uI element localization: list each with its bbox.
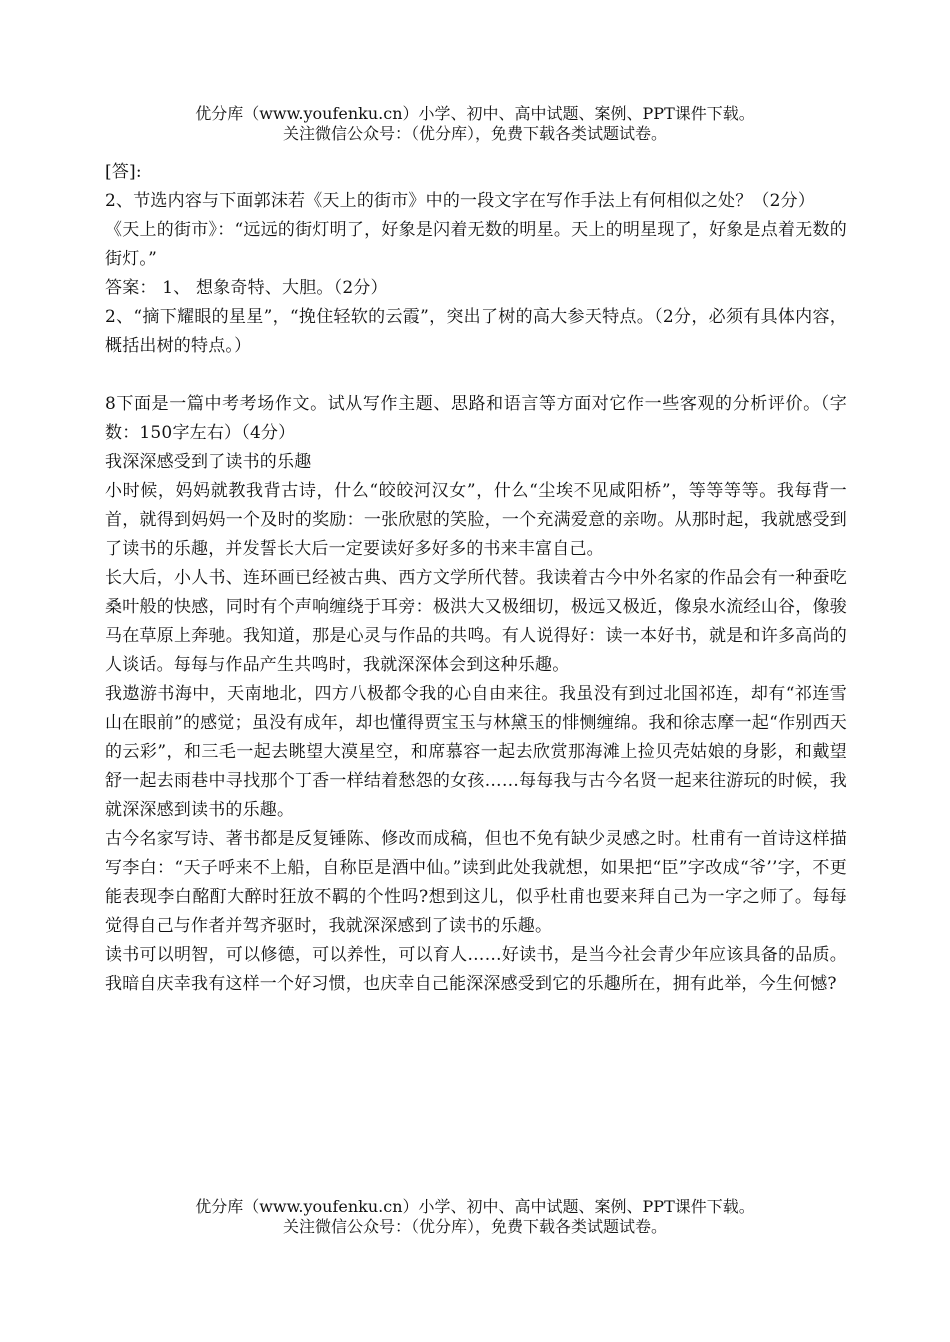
essay-paragraph-3: 我遨游书海中，天南地北，四方八极都令我的心自由来往。我虽没有到过北国祁连，却有“祁连雪山在眼前”的感觉；虽没有成年，却也懂得贾宝玉与林黛玉的悱恻缠绵。我和徐志摩一起“作别西天的云彩”，和三毛一起去眺望大漠星空，和席慕容一起去欣赏那海滩上捡贝壳姑娘的身影，和戴望舒一起去雨巷中寻找那个丁香一样结着愁怨的女孩……每每我与古今名贤一起来往游玩的时候，我就深深感到读书的乐趣。	[105, 684, 847, 820]
essay-paragraph-1: 小时候，妈妈就教我背古诗，什么“皎皎河汉女”，什么“尘埃不见咸阳桥”，等等等等。我每背一首，就得到妈妈一个及时的奖励：一张欣慰的笑脸，一个充满爱意的亲吻。从那时起，我就感受到了读书的乐趣，并发誓长大后一定要读好多好多的书来丰富自己。	[105, 481, 847, 559]
essay-paragraph-2: 长大后，小人书、连环画已经被古典、西方文学所代替。我读着古今中外名家的作品会有一种蚕吃桑叶般的快感，同时有个声响缠绕于耳旁：极洪大又极细切，极远又极近，像泉水流经山谷，像骏马在草原上奔驰。我知道，那是心灵与作品的共鸣。有人说得好：读一本好书，就是和许多高尚的人谈话。每每与作品产生共鸣时，我就深深体会到这种乐趣。	[105, 568, 847, 675]
page-header	[0, 104, 950, 144]
answer-2: 2、“摘下耀眼的星星”，“挽住轻软的云霞”，突出了树的高大参天特点。（2分，必须有具体内容，概括出树的特点。）	[105, 307, 847, 356]
header-line-2: 关注微信公众号：（优分库），免费下载各类试题试卷。	[282, 124, 667, 143]
spacer	[105, 361, 847, 390]
footer-line-1: 优分库（www.youfenku.cn）小学、初中、高中试题、案例、PPT课件下载。	[195, 1197, 755, 1216]
essay-paragraph-4: 古今名家写诗、著书都是反复锤陈、修改而成稿，但也不免有缺少灵感之时。杜甫有一首诗这样描写李白：“天子呼来不上船，自称臣是酒中仙。”读到此处我就想，如果把“臣”字改成“爷’’字，不更能表现李白酩酊大醉时狂放不羁的个性吗?想到这儿，似乎杜甫也要来拜自己为一字之师了。每每觉得自己与作者并驾齐驱时，我就深深感到了读书的乐趣。	[105, 829, 847, 936]
essay-paragraph-5: 读书可以明智，可以修德，可以养性，可以育人……好读书，是当今社会青少年应该具备的品质。我暗自庆幸我有这样一个好习惯，也庆幸自己能深深感受到它的乐趣所在，拥有此举，今生何憾?	[105, 945, 847, 994]
answer-1: 答案： 1、 想象奇特、大胆。（2分）	[105, 278, 388, 298]
footer-line-2: 关注微信公众号：（优分库），免费下载各类试题试卷。	[282, 1217, 667, 1236]
page-footer	[0, 1197, 950, 1237]
document-body	[105, 158, 847, 999]
answer-tag: [答]:	[105, 162, 142, 182]
header-line-1: 优分库（www.youfenku.cn）小学、初中、高中试题、案例、PPT课件下载。	[195, 104, 755, 123]
poem-quote: 《天上的街市》：“远远的街灯明了，好象是闪着无数的明星。天上的明星现了，好象是点着无数的街灯。”	[105, 220, 847, 269]
question-2: 2、节选内容与下面郭沫若《天上的街市》中的一段文字在写作手法上有何相似之处？（2分）	[105, 191, 816, 211]
essay-title: 我深深感受到了读书的乐趣	[105, 452, 312, 472]
question-8: 8下面是一篇中考考场作文。试从写作主题、思路和语言等方面对它作一些客观的分析评价。（字数：150字左右）（4分）	[105, 394, 847, 443]
